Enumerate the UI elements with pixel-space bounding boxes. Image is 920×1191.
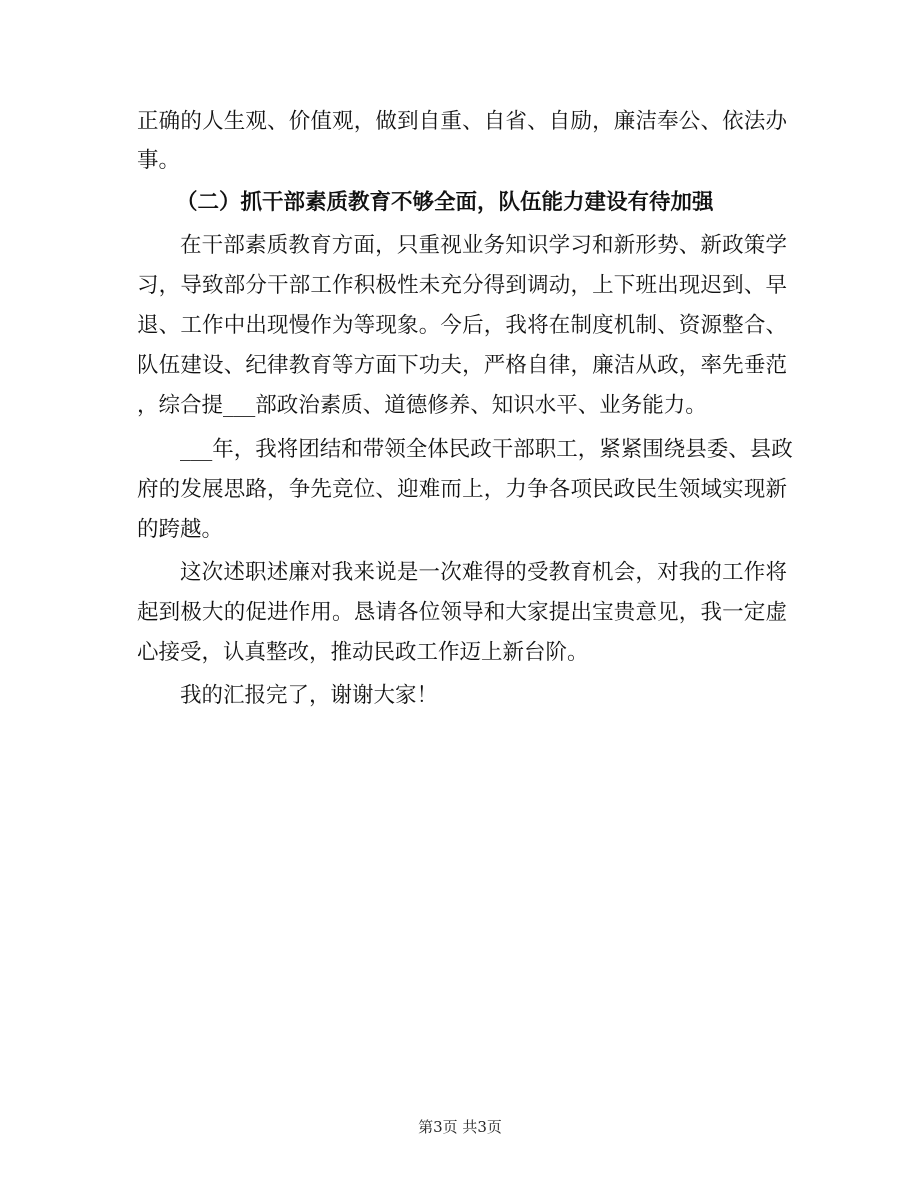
body-text-line: 起到极大的促进作用。恳请各位领导和大家提出宝贵意见，我一定虚	[137, 600, 787, 625]
body-text-line: 心接受，认真整改，推动民政工作迈上新台阶。	[137, 640, 589, 665]
body-text-line: 退、工作中出现慢作为等现象。今后，我将在制度机制、资源整合、	[137, 313, 787, 338]
paragraph-first-line: 这次述职述廉对我来说是一次难得的受教育机会，对我的工作将	[180, 560, 787, 585]
section-heading: （二）抓干部素质教育不够全面，队伍能力建设有待加强	[176, 190, 714, 215]
body-text-line: 习，导致部分干部工作积极性未充分得到调动，上下班出现迟到、早	[137, 273, 787, 298]
body-text-line: 府的发展思路，争先竞位、迎难而上，力争各项民政民生领域实现新	[137, 477, 787, 502]
paragraph-first-line: 在干部素质教育方面，只重视业务知识学习和新形势、新政策学	[180, 233, 787, 258]
closing-line: 我的汇报完了，谢谢大家！	[180, 683, 439, 708]
body-text-line: ，综合提___部政治素质、道德修养、知识水平、业务能力。	[137, 393, 707, 418]
body-text-line: 队伍建设、纪律教育等方面下功夫，严格自律，廉洁从政，率先垂范	[137, 353, 787, 378]
page-footer: 第3页 共3页	[418, 1118, 502, 1136]
body-text-line: 事。	[137, 148, 181, 173]
body-text-line: 的跨越。	[137, 517, 224, 542]
body-text-line: 正确的人生观、价值观，做到自重、自省、自励，廉洁奉公、依法办	[137, 109, 787, 134]
paragraph-first-line: ___年，我将团结和带领全体民政干部职工，紧紧围绕县委、县政	[180, 437, 793, 462]
